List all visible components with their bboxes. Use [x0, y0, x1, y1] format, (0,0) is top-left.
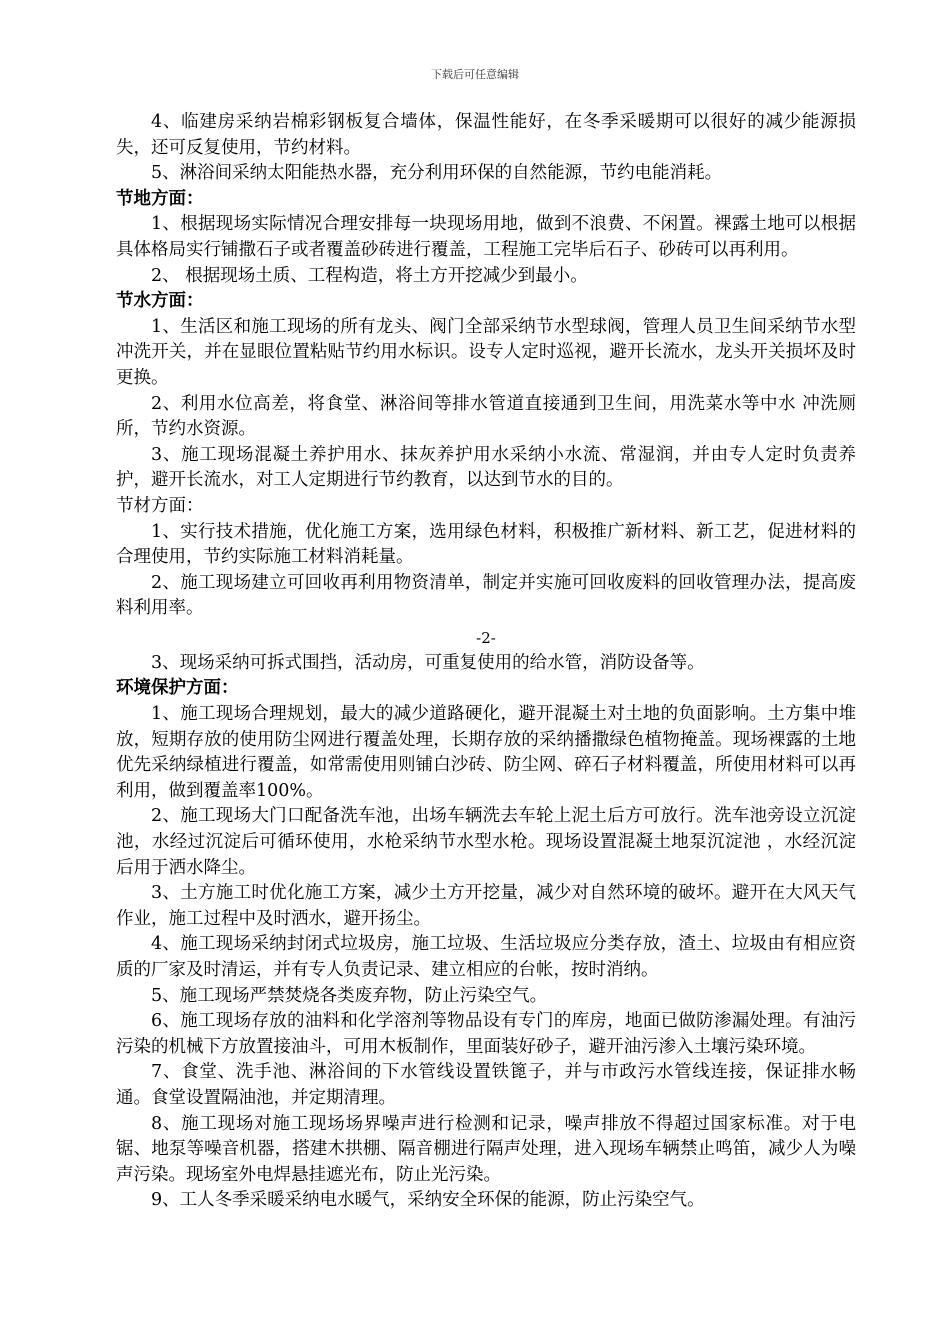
section-heading-environment: 环境保护方面：: [116, 678, 239, 699]
paragraph-concrete-curing: 3、施工现场混凝土养护用水、抹灰养护用水采纳小水流、常湿润，并由专人定时负责养护，避开长流水，对工人定期进行节约教育，以达到节水的目的。: [116, 444, 856, 491]
paragraph-winter-heating: 9、工人冬季采暖采纳电水暖气，采纳安全环保的能源，防止污染空气。: [151, 1190, 705, 1211]
paragraph-noise-control: 8、施工现场对施工现场场界噪声进行检测和记录，噪声排放不得超过国家标准。对于电锯、地泵等噪音机器，搭建木拱棚、隔音棚进行隔声处理，进入现场车辆禁止鸣笛，减少人为噪声污染。现场室外电焊悬挂遮光布，防止光污染。: [116, 1113, 856, 1185]
paragraph-land-use: 1、根据现场实际情况合理安排每一块现场用地，做到不浪费、不闲置。裸露土地可以根据具体格局实行铺撒石子或者覆盖砂砖进行覆盖，工程施工完毕后石子、砂砖可以再利用。: [116, 214, 856, 260]
paragraph-drainage: 7、食堂、洗手池、淋浴间的下水管线设置铁篦子，并与市政污水管线连接，保证排水畅通。食堂设置隔油池，并定期清理。: [116, 1062, 856, 1108]
paragraph-prefab-walls: 4、临建房采纳岩棉彩钢板复合墙体，保温性能好，在冬季采暖期可以很好的减少能源损失，还可反复使用，节约材料。: [116, 112, 856, 158]
paragraph-car-wash: 2、施工现场大门口配备洗车池，出场车辆洗去车轮上泥土后方可放行。洗车池旁设立沉淀池，水经过沉淀后可循环使用，水枪采纳节水型水枪。现场设置混凝土地泵沉淀池 ，水经沉淀后用于洒水降尘。: [116, 806, 856, 878]
paragraph-tech-measures: 1、实行技术措施，优化施工方案，选用绿色材料，积极推广新材料、新工艺，促进材料的合理使用，节约实际施工材料消耗量。: [116, 521, 856, 568]
paragraph-site-planning: 1、施工现场合理规划，最大的减少道路硬化，避开混凝土对土地的负面影响。土方集中堆放，短期存放的使用防尘网进行覆盖处理，长期存放的采纳播撒绿色植物掩盖。现场裸露的土地优先采纳绿植进行覆盖，如常需使用则铺白沙砖、防尘网、碎石子材料覆盖，所使用材料可以再利用，做到覆盖率100%。: [116, 704, 856, 801]
section-heading-land-saving: 节地方面：: [116, 188, 204, 209]
paragraph-garbage-room: 4、施工现场采纳封闭式垃圾房，施工垃圾、生活垃圾应分类存放，渣土、垃圾由有相应资质的厂家及时清运，并有专人负责记录、建立相应的台帐，按时消纳。: [116, 934, 856, 980]
paragraph-solar-heater: 5、淋浴间采纳太阳能热水器，充分利用环保的自然能源，节约电能消耗。: [151, 163, 723, 184]
paragraph-no-burning: 5、施工现场严禁焚烧各类废弃物，防止污染空气。: [151, 985, 548, 1006]
section-heading-material-saving: 节材方面：: [116, 495, 204, 516]
paragraph-earthwork-dust: 3、土方施工时优化施工方案，减少土方开挖量，减少对自然环境的破坏。避开在大风天气作业，施工过程中及时洒水，避开扬尘。: [116, 883, 856, 929]
paragraph-recycling-list: 2、施工现场建立可回收再利用物资清单，制定并实施可回收废料的回收管理办法，提高废料利用率。: [116, 572, 856, 619]
paragraph-oil-storage: 6、施工现场存放的油料和化学溶剂等物品设有专门的库房，地面已做防渗漏处理。有油污污染的机械下方放置接油斗，可用木板制作，里面装好砂子，避开油污渗入土壤污染环境。: [116, 1011, 856, 1057]
page-number: -2-: [476, 628, 496, 647]
paragraph-water-valves: 1、生活区和施工现场的所有龙头、阀门全部采纳节水型球阀，管理人员卫生间采纳节水型冲洗开关，并在显眼位置粘贴节约用水标识。设专人定时巡视，避开长流水，龙头开关损坏及时更换。: [116, 316, 856, 388]
paragraph-reusable-fencing: 3、现场采纳可拆式围挡，活动房，可重复使用的给水管，消防设备等。: [151, 652, 705, 673]
page-header: 下载后可任意编辑: [431, 68, 519, 81]
document-body: [116, 110, 856, 1214]
paragraph-water-reuse: 2、利用水位高差，将食堂、淋浴间等排水管道直接通到卫生间，用洗菜水等中水 冲洗厕所，节约水资源。: [116, 393, 856, 440]
section-heading-water-saving: 节水方面：: [116, 291, 204, 312]
paragraph-earthwork: 2、 根据现场土质、工程构造，将土方开挖减少到最小。: [151, 265, 588, 286]
